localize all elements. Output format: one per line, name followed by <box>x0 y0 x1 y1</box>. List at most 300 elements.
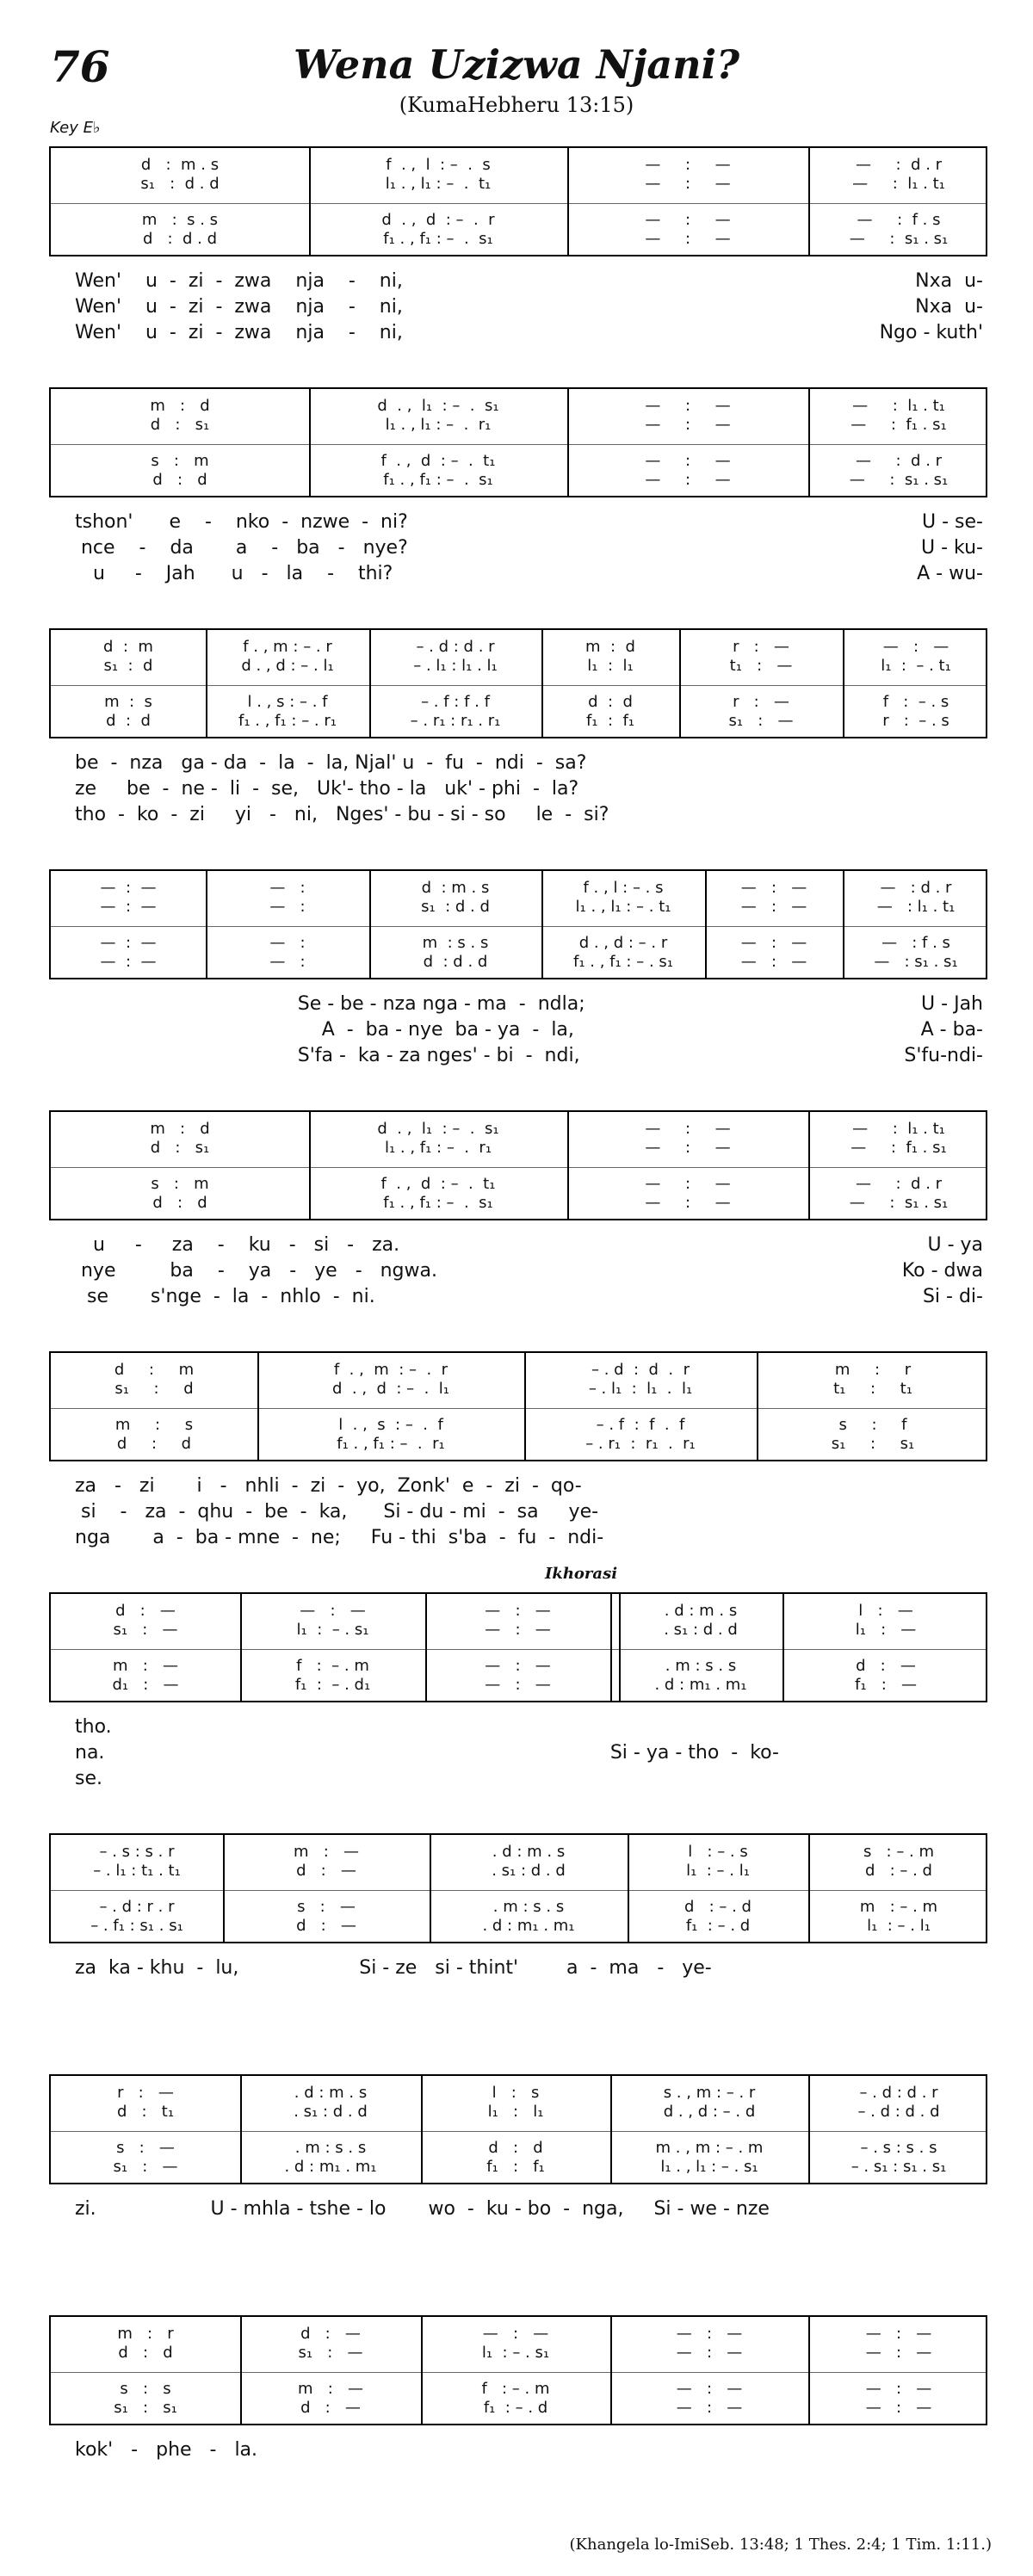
solfa-measure: — : d . r <box>855 156 943 174</box>
lyric-line <box>49 320 987 346</box>
solfa-measure: l₁ : – . l₁ <box>867 1917 931 1935</box>
solfa-measure: — : — <box>865 2325 932 2343</box>
solfa-measure: m : d <box>150 397 210 415</box>
solfa-measure: l₁ : l₁ <box>587 657 634 675</box>
solfa-measure: — : f₁ . s₁ <box>851 416 947 434</box>
solfa-measure: f . , m : – . r <box>243 638 332 656</box>
solfa-measure: s₁ : d . d <box>421 898 490 916</box>
solfa-measure: — : — <box>865 2380 932 2398</box>
lyric-text: se. <box>75 1768 102 1789</box>
solfa-measure: m : s . s <box>422 934 489 952</box>
solfa-measure: m : — <box>113 1657 178 1675</box>
solfa-measure: f . , m : – . r <box>333 1361 448 1379</box>
lyric-text: A - ba - nye ba - ya - la, <box>75 1019 574 1041</box>
solfa-measure: – . r₁ : r₁ . r₁ <box>585 1435 696 1453</box>
solfa-measure: — : <box>269 953 306 971</box>
lyric-line <box>49 1232 987 1258</box>
solfa-measure: s₁ : s₁ <box>831 1435 915 1453</box>
lyric-line <box>49 1043 987 1069</box>
solfa-measure: l₁ . , f₁ : – . r₁ <box>384 1139 492 1157</box>
solfa-measure: – . f : f . f <box>421 693 490 711</box>
solfa-measure: f : – . m <box>481 2380 550 2398</box>
solfa-measure: — : — <box>645 1120 731 1138</box>
solfa-measure: f₁ . , f₁ : – . s₁ <box>383 471 493 489</box>
solfa-measure: s : m <box>151 452 209 470</box>
solfa-measure: s₁ : d <box>114 1380 194 1398</box>
lyric-text: tho. <box>75 1716 112 1738</box>
solfa-measure: — : — <box>676 2399 743 2417</box>
solfa-measure: l₁ : l₁ <box>487 2103 544 2121</box>
solfa-measure: s₁ : — <box>113 2158 178 2176</box>
solfa-measure: m : — <box>298 2380 363 2398</box>
staff-divider <box>51 1167 986 1168</box>
music-system <box>49 869 987 979</box>
lyric-text: nye ba - ya - ye - ngwa. <box>75 1260 437 1282</box>
voice-row <box>51 656 986 676</box>
solfa-measure: l : — <box>858 1602 913 1620</box>
solfa-measure: — : — <box>645 416 731 434</box>
voice-row <box>51 878 986 899</box>
solfa-measure: t₁ : — <box>729 657 793 675</box>
solfa-measure: s₁ : s₁ <box>114 2399 177 2417</box>
solfa-measure: – . f : f . f <box>596 1416 685 1434</box>
lyric-line <box>49 1284 987 1310</box>
solfa-measure: r : — <box>733 693 789 711</box>
solfa-measure: d₁ : — <box>112 1676 179 1694</box>
solfa-measure: — : — <box>485 1676 551 1694</box>
music-system <box>49 1351 987 1461</box>
solfa-measure: f₁ : f₁ <box>486 2158 545 2176</box>
music-system <box>49 1592 987 1702</box>
lyric-pickup-text: U - Jah <box>921 993 983 1015</box>
solfa-measure: m : s . s <box>141 211 219 229</box>
voice-row <box>51 1842 986 1863</box>
lyric-pickup-text: U - se- <box>922 511 983 533</box>
lyric-text: se s'nge - la - nhlo - ni. <box>75 1286 375 1307</box>
solfa-measure: — : — <box>645 156 731 174</box>
solfa-measure: . m : s . s <box>665 1657 737 1675</box>
voice-row <box>51 711 986 732</box>
solfa-measure: d : m <box>103 638 153 656</box>
lyric-text: nce - da a - ba - nye? <box>75 537 408 559</box>
solfa-measure: d : m . s <box>140 156 220 174</box>
lyrics-block <box>49 991 987 1069</box>
solfa-measure: s : f <box>838 1416 907 1434</box>
solfa-measure: — : s₁ . s₁ <box>874 953 958 971</box>
solfa-measure: – . d : d . r <box>416 638 495 656</box>
solfa-measure: m : r <box>117 2325 174 2343</box>
voice-row <box>51 1138 986 1158</box>
solfa-measure: — : — <box>100 879 157 897</box>
solfa-measure: l₁ . , l₁ : – . s₁ <box>660 2158 758 2176</box>
solfa-measure: d . , l₁ : – . s₁ <box>377 397 499 415</box>
lyrics-block <box>49 751 987 828</box>
lyric-line <box>49 535 987 561</box>
lyric-line <box>49 776 987 802</box>
voice-row <box>51 2324 986 2344</box>
solfa-measure: — : — <box>100 898 157 916</box>
lyric-text: si - za - qhu - be - ka, Si - du - mi - sa ye- <box>75 1501 599 1523</box>
lyrics-block <box>49 2196 987 2222</box>
lyric-text: be - nza ga - da - la - la, Njal' u - fu - ndi - sa? <box>75 752 587 774</box>
solfa-measure: r : – . s <box>882 712 949 730</box>
solfa-measure: s : m <box>151 1175 209 1193</box>
lyrics-block <box>49 1955 987 1981</box>
voice-row <box>51 1193 986 1214</box>
music-system <box>49 1833 987 1943</box>
solfa-measure: — : — <box>740 934 807 952</box>
solfa-measure: s . , m : – . r <box>663 2084 756 2102</box>
lyric-line <box>49 1740 987 1766</box>
lyric-text: Se - be - nza nga - ma - ndla; <box>75 993 585 1015</box>
solfa-measure: s : s <box>120 2380 171 2398</box>
solfa-measure: d : — <box>300 2325 361 2343</box>
solfa-measure: d . , d : – . l₁ <box>332 1380 449 1398</box>
lyrics-block <box>49 510 987 587</box>
solfa-measure: f₁ : — <box>855 1676 917 1694</box>
voice-row <box>51 1415 986 1436</box>
solfa-measure: . d : m₁ . m₁ <box>482 1917 575 1935</box>
lyric-text: u - Jah u - la - thi? <box>75 563 393 584</box>
lyric-pickup-text: A - ba- <box>920 1019 983 1041</box>
solfa-measure: d . , d : – . r <box>578 934 668 952</box>
solfa-measure: d : d <box>588 693 633 711</box>
voice-row <box>51 1119 986 1140</box>
solfa-measure: . d : m . s <box>492 1843 566 1861</box>
chorus-label: Ikhorasi <box>544 1565 618 1583</box>
solfa-measure: d : — <box>115 1602 176 1620</box>
solfa-measure: d : d <box>116 1435 192 1453</box>
solfa-measure: s : — <box>116 2139 175 2157</box>
solfa-measure: — : d . r <box>855 452 943 470</box>
solfa-measure: – . r₁ : r₁ . r₁ <box>410 712 501 730</box>
solfa-measure: – . l₁ : l₁ . l₁ <box>413 657 498 675</box>
lyric-text: Wen' u - zi - zwa nja - ni, <box>75 322 403 343</box>
solfa-measure: — : — <box>865 2344 932 2362</box>
staff-divider <box>51 1408 986 1409</box>
lyrics-block <box>49 1232 987 1310</box>
solfa-measure: f₁ . , f₁ : – . s₁ <box>383 230 493 248</box>
voice-row <box>51 2398 986 2418</box>
solfa-measure: — : s₁ . s₁ <box>849 230 949 248</box>
solfa-measure: t₁ : t₁ <box>833 1380 912 1398</box>
lyric-line <box>49 561 987 587</box>
solfa-measure: f₁ . , f₁ : – . r₁ <box>337 1435 445 1453</box>
solfa-measure: d : s₁ <box>150 416 210 434</box>
solfa-measure: d : d <box>152 1194 207 1212</box>
solfa-measure: f . , l : – . s <box>583 879 664 897</box>
voice-row <box>51 2083 986 2103</box>
solfa-measure: d : d <box>488 2139 543 2157</box>
solfa-measure: . d : m . s <box>294 2084 368 2102</box>
lyric-line <box>49 1525 987 1551</box>
music-system <box>49 628 987 738</box>
voice-row <box>51 1360 986 1381</box>
solfa-measure: — : — <box>865 2399 932 2417</box>
solfa-measure: l₁ : – . t₁ <box>881 657 951 675</box>
voice-row <box>51 1379 986 1399</box>
solfa-measure: s₁ : — <box>728 712 794 730</box>
solfa-measure: r : — <box>117 2084 174 2102</box>
solfa-measure: — : l₁ . t₁ <box>852 397 945 415</box>
lyric-line <box>49 510 987 535</box>
lyric-text: ze be - ne - li - se, Uk'- tho - la uk' - phi - la? <box>75 778 579 800</box>
solfa-measure: . s₁ : d . d <box>294 2103 368 2121</box>
lyric-text: tshon' e - nko - nzwe - ni? <box>75 511 408 533</box>
solfa-measure: d : d <box>106 712 151 730</box>
lyric-pickup-text: Nxa u- <box>915 270 983 292</box>
solfa-measure: — : — <box>100 934 157 952</box>
solfa-measure: d : d <box>118 2344 173 2362</box>
solfa-measure: d : – . d <box>684 1898 752 1916</box>
solfa-measure: d . , d : – . d <box>663 2103 756 2121</box>
footer-references: (Khangela lo-ImiSeb. 13:48; 1 Thes. 2:4; 1 Tim. 1:11.) <box>569 2536 992 2554</box>
solfa-measure: — : d . r <box>880 879 952 897</box>
solfa-measure: f₁ : – . d₁ <box>294 1676 371 1694</box>
solfa-measure: s₁ : — <box>298 2344 363 2362</box>
lyric-pickup-text: Nxa u- <box>915 296 983 318</box>
lyric-line <box>49 2196 987 2222</box>
solfa-measure: — : — <box>676 2344 743 2362</box>
solfa-measure: – . d : d . r <box>859 2084 938 2102</box>
solfa-measure: — : — <box>740 879 807 897</box>
solfa-measure: — : — <box>645 1175 731 1193</box>
solfa-measure: d : m . s <box>421 879 490 897</box>
solfa-measure: — : — <box>676 2380 743 2398</box>
staff-divider <box>51 1890 986 1891</box>
solfa-measure: l₁ : – . s₁ <box>481 2344 550 2362</box>
lyrics-block <box>49 1473 987 1551</box>
solfa-measure: – . d : r . r <box>99 1898 175 1916</box>
solfa-measure: d : — <box>296 1862 356 1880</box>
lyric-line <box>49 802 987 828</box>
lyric-line <box>49 269 987 294</box>
solfa-measure: — : — <box>645 1194 731 1212</box>
lyric-line <box>49 751 987 776</box>
solfa-measure: d : t₁ <box>116 2103 175 2121</box>
lyric-text: na. Si - ya - tho - ko- <box>75 1742 779 1764</box>
solfa-measure: l₁ . , l₁ : – . r₁ <box>385 416 492 434</box>
solfa-measure: — : — <box>645 397 731 415</box>
voice-row <box>51 1601 986 1622</box>
solfa-measure: — : s₁ . s₁ <box>849 1194 949 1212</box>
solfa-measure: — : f . s <box>857 211 941 229</box>
solfa-measure: . d : m . s <box>664 1602 738 1620</box>
lyrics-block <box>49 269 987 346</box>
lyric-line <box>49 1714 987 1740</box>
solfa-measure: m : d <box>585 638 635 656</box>
solfa-measure: . m : s . s <box>492 1898 565 1916</box>
solfa-measure: l : – . s <box>688 1843 748 1861</box>
lyric-pickup-text: U - ku- <box>921 537 983 559</box>
voice-row <box>51 2138 986 2159</box>
solfa-measure: f₁ . , f₁ : – . r₁ <box>238 712 337 730</box>
solfa-measure: – . s : s . s <box>860 2139 937 2157</box>
voice-row <box>51 1656 986 1677</box>
solfa-measure: — : — <box>645 1139 731 1157</box>
lyric-line <box>49 1955 987 1981</box>
voice-row <box>51 897 986 917</box>
music-system <box>49 2074 987 2184</box>
lyric-text: S'fa - ka - za nges' - bi - ndi, <box>75 1045 580 1066</box>
solfa-measure: d : – . d <box>865 1862 932 1880</box>
solfa-measure: – . s : s . r <box>99 1843 175 1861</box>
solfa-measure: s₁ : — <box>113 1621 178 1639</box>
lyric-pickup-text: A - wu- <box>917 563 983 584</box>
solfa-measure: — : — <box>645 452 731 470</box>
lyrics-block <box>49 2437 987 2463</box>
solfa-measure: – . d : d . d <box>857 2103 940 2121</box>
lyric-text: zi. U - mhla - tshe - lo wo - ku - bo - nga, Si - we - nze <box>75 2198 770 2220</box>
solfa-measure: d . , l₁ : – . s₁ <box>377 1120 499 1138</box>
solfa-measure: f . , d : – . t₁ <box>380 452 496 470</box>
solfa-measure: — : — <box>100 953 157 971</box>
lyric-line <box>49 294 987 320</box>
solfa-measure: — : — <box>645 211 731 229</box>
solfa-measure: f : – . s <box>882 693 949 711</box>
music-system <box>49 1110 987 1220</box>
solfa-measure: — : <box>269 934 306 952</box>
lyric-pickup-text: Si - di- <box>922 1286 983 1307</box>
voice-row <box>51 470 986 491</box>
solfa-measure: — : l₁ . t₁ <box>876 898 956 916</box>
music-system <box>49 2315 987 2425</box>
lyric-line <box>49 1017 987 1043</box>
staff-divider <box>51 203 986 204</box>
music-system <box>49 387 987 497</box>
lyric-pickup-text: U - ya <box>927 1234 983 1256</box>
voice-row <box>51 1675 986 1696</box>
solfa-measure: l₁ : – . s₁ <box>296 1621 369 1639</box>
key-signature: Key E♭ <box>50 119 101 137</box>
staff-divider <box>51 1649 986 1650</box>
lyric-text: u - za - ku - si - za. <box>75 1234 400 1256</box>
staff-divider <box>51 2372 986 2373</box>
lyric-text: Wen' u - zi - zwa nja - ni, <box>75 296 403 318</box>
voice-row <box>51 933 986 954</box>
solfa-measure: — : — <box>740 898 807 916</box>
lyric-line <box>49 991 987 1017</box>
solfa-measure: – . f₁ : s₁ . s₁ <box>90 1917 183 1935</box>
voice-row <box>51 155 986 176</box>
solfa-measure: l₁ . , l₁ : – . t₁ <box>575 898 671 916</box>
solfa-measure: l₁ : – . l₁ <box>686 1862 750 1880</box>
lyric-text: Wen' u - zi - zwa nja - ni, <box>75 270 403 292</box>
lyric-line <box>49 1473 987 1499</box>
solfa-measure: . d : m₁ . m₁ <box>654 1676 747 1694</box>
solfa-measure: d : d . d <box>423 953 488 971</box>
voice-row <box>51 229 986 250</box>
lyric-line <box>49 1499 987 1525</box>
solfa-measure: f₁ : – . d <box>685 1917 751 1935</box>
solfa-measure: — : s₁ . s₁ <box>849 471 949 489</box>
solfa-measure: — : — <box>485 1657 551 1675</box>
solfa-measure: m : – . m <box>859 1898 938 1916</box>
solfa-measure: d . , d : – . l₁ <box>241 657 334 675</box>
solfa-measure: m : d <box>150 1120 210 1138</box>
hymn-title: Wena Uzizwa Njani? <box>293 41 740 88</box>
solfa-measure: — : — <box>645 471 731 489</box>
solfa-measure: — : d . r <box>855 1175 943 1193</box>
solfa-measure: s : – . m <box>863 1843 935 1861</box>
solfa-measure: m : r <box>834 1361 912 1379</box>
solfa-measure: m : s <box>114 1416 194 1434</box>
solfa-measure: l₁ . , l₁ : – . t₁ <box>385 175 492 193</box>
voice-row <box>51 1434 986 1455</box>
solfa-measure: — : l₁ . t₁ <box>852 175 945 193</box>
solfa-measure: d : — <box>856 1657 916 1675</box>
solfa-measure: d : — <box>300 2399 361 2417</box>
lyric-pickup-text: Ngo - kuth' <box>879 322 983 343</box>
scripture-reference: (KumaHebheru 13:15) <box>399 93 634 117</box>
voice-row <box>51 1620 986 1640</box>
solfa-measure: f : – . m <box>296 1657 369 1675</box>
voice-row <box>51 1897 986 1918</box>
lyric-text: za - zi i - nhli - zi - yo, Zonk' e - zi - qo- <box>75 1475 582 1497</box>
voice-row <box>51 2379 986 2400</box>
solfa-measure: — : — <box>482 2325 549 2343</box>
solfa-measure: . m : s . s <box>294 2139 367 2157</box>
solfa-measure: d : d . d <box>142 230 218 248</box>
lyric-text: kok' - phe - la. <box>75 2439 258 2461</box>
lyrics-block <box>49 1714 987 1792</box>
solfa-measure: — : <box>269 879 306 897</box>
voice-row <box>51 174 986 195</box>
solfa-measure: — : f . s <box>881 934 950 952</box>
solfa-measure: d : m <box>114 1361 195 1379</box>
solfa-measure: – . l₁ : t₁ . t₁ <box>93 1862 181 1880</box>
solfa-measure: — : — <box>485 1602 551 1620</box>
solfa-measure: — : — <box>645 230 731 248</box>
solfa-measure: – . s₁ : s₁ . s₁ <box>851 2158 947 2176</box>
voice-row <box>51 451 986 472</box>
solfa-measure: — : — <box>740 953 807 971</box>
solfa-measure: — : — <box>882 638 949 656</box>
voice-row <box>51 2157 986 2178</box>
solfa-measure: d : s₁ <box>150 1139 210 1157</box>
solfa-measure: . d : m₁ . m₁ <box>284 2158 377 2176</box>
voice-row <box>51 1916 986 1937</box>
staff-divider <box>51 685 986 686</box>
solfa-measure: l₁ : — <box>855 1621 917 1639</box>
solfa-measure: — : — <box>645 175 731 193</box>
solfa-measure: f . , d : – . t₁ <box>380 1175 496 1193</box>
solfa-measure: m . , m : – . m <box>655 2139 764 2157</box>
solfa-measure: l . , s : – . f <box>338 1416 443 1434</box>
solfa-measure: . s₁ : d . d <box>664 1621 738 1639</box>
solfa-measure: . s₁ : d . d <box>492 1862 566 1880</box>
solfa-measure: s₁ : d <box>103 657 153 675</box>
staff-divider <box>51 2131 986 2132</box>
solfa-measure: f . , l : – . s <box>386 156 491 174</box>
voice-row <box>51 1174 986 1195</box>
solfa-measure: l : s <box>492 2084 540 2102</box>
voice-row <box>51 952 986 973</box>
solfa-measure: f₁ . , f₁ : – . s₁ <box>573 953 673 971</box>
music-system <box>49 146 987 256</box>
solfa-measure: f₁ . , f₁ : – . s₁ <box>383 1194 493 1212</box>
voice-row <box>51 2343 986 2363</box>
lyric-pickup-text: S'fu-ndi- <box>904 1045 983 1066</box>
solfa-measure: d : d <box>152 471 207 489</box>
voice-row <box>51 692 986 713</box>
solfa-measure: m : s <box>104 693 152 711</box>
solfa-measure: — : l₁ . t₁ <box>852 1120 945 1138</box>
lyric-pickup-text: Ko - dwa <box>901 1260 983 1282</box>
voice-row <box>51 415 986 436</box>
solfa-measure: — : <box>269 898 306 916</box>
voice-row <box>51 2102 986 2122</box>
